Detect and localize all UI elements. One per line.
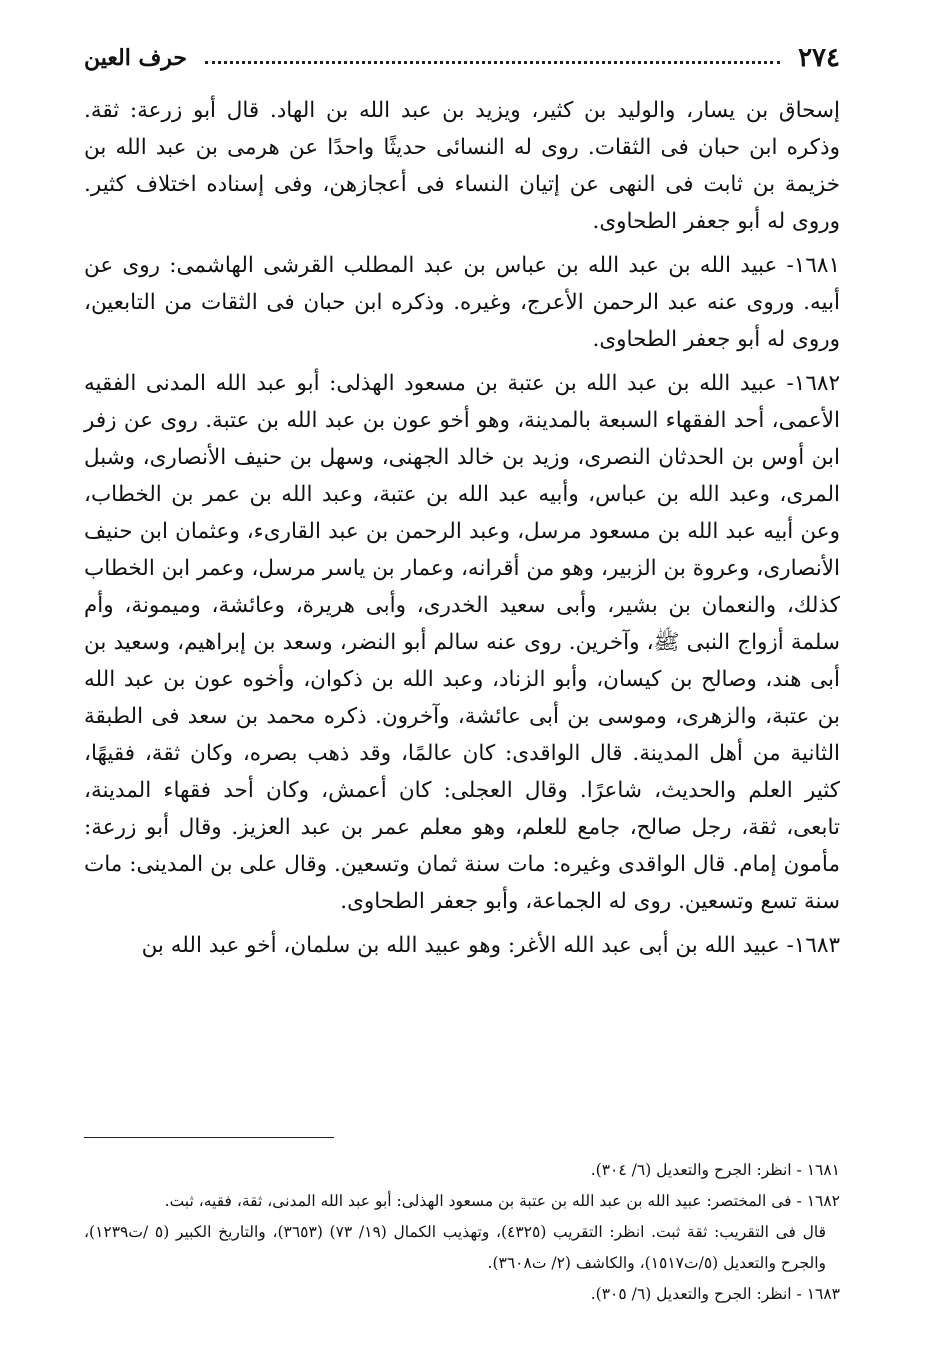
page-number: ٢٧٤ [798, 43, 840, 73]
header-dotted-leader [205, 61, 780, 64]
entry-1683: ١٦٨٣- عبيد الله بن أبى عبد الله الأغر: وهو عبيد الله بن سلمان، أخو عبد الله بن [141, 933, 840, 958]
footnote-1683: ١٦٨٣ - انظر: الجرح والتعديل (٦/ ٣٠٥). [590, 1285, 840, 1303]
entry-1682: ١٦٨٢- عبيد الله بن عبد الله بن عتبة بن مسعود الهذلى: أبو عبد الله المدنى الفقيه الأعمى، أحد الفقهاء السبعة بالمدينة، وهو أخو عون بن عبد الله بن عتبة. روى عن زفر ابن أوس بن الحدثان النصرى، وزيد بن خالد الجهنى، وسهل بن حنيف الأنصارى، وشبل المرى، وعبد الله بن عباس، وأبيه عبد الله بن عتبة، وعبد الله بن عمر بن الخطاب، وعن أبيه عبد الله بن مسعود مرسل، وعبد الرحمن بن عبد القارىء، وعثمان ابن حنيف الأنصارى، وعروة بن الزبير، وهو من أقرانه، وعمار بن ياسر مرسل، وعمر ابن الخطاب كذلك، والنعمان بن بشير، وأبى سعيد الخدرى، وأبى هريرة، وعائشة، وميمونة، وأم سلمة أزواج النبى ﷺ، وآخرين. روى عنه سالم أبو النضر، وسعد بن إبراهيم، وسعيد بن أبى هند، وصالح بن كيسان، وأبو الزناد، وعبد الله بن ذكوان، وأخوه عون بن عبد الله بن عتبة، والزهرى، وموسى بن أبى عائشة، وآخرون. ذكره محمد بن سعد فى الطبقة الثانية من أهل المدينة. قال الواقدى: كان عالمًا، وقد ذهب بصره، وكان ثقة، فقيهًا، كثير العلم والحديث، شاعرًا. وقال العجلى: كان أعمش، وكان أحد فقهاء المدينة، تابعى، ثقة، رجل صالح، جامع للعلم، وهو معلم عمر بن عبد العزيز. وقال أبو زرعة: مأمون إمام. قال الواقدى وغيره: مات سنة ثمان وتسعين. وقال على بن المدينى: مات سنة تسع وتسعين. روى له الجماعة، وأبو جعفر الطحاوى. [84, 371, 840, 914]
entry-1681: ١٦٨١- عبيد الله بن عبد الله بن عباس بن عبد المطلب القرشى الهاشمى: روى عن أبيه. وروى عنه عبد الرحمن الأعرج، وغيره. وذكره ابن حبان فى الثقات من التابعين، وروى له أبو جعفر الطحاوى. [84, 253, 840, 352]
paragraph-continuation: إسحاق بن يسار، والوليد بن كثير، ويزيد بن عبد الله بن الهاد. قال أبو زرعة: ثقة. وذكره ابن حبان فى الثقات. روى له النسائى حديثًا واحدًا عن هرمى بن عبد الله بن خزيمة بن ثابت فى النهى عن إتيان النساء فى أعجازهن، وفى إسناده اختلاف كثير. وروى له أبو جعفر الطحاوى. [84, 98, 840, 234]
footnotes [84, 1155, 840, 1310]
main-text [84, 92, 840, 971]
book-page [84, 40, 840, 1330]
footnote-1682-continued: قال فى التقريب: ثقة ثبت. انظر: التقريب (٤٣٢٥)، وتهذيب الكمال (١٩/ ٧٣) (٣٦٥٣)، والتاريخ الكبير (٥ /ت١٢٣٩)، والجرح والتعديل (٥/ت١٥١٧)، والكاشف (٢/ ت٣٦٠٨). [84, 1223, 826, 1272]
footnote-divider [84, 1137, 334, 1138]
chapter-title: حرف العين [84, 45, 188, 71]
page-header [84, 40, 840, 76]
footnote-1682: ١٦٨٢ - فى المختصر: عبيد الله بن عبد الله بن عتبة بن مسعود الهذلى: أبو عبد الله المدنى، ثقة، فقيه، ثبت. [164, 1192, 840, 1210]
footnote-1681: ١٦٨١ - انظر: الجرح والتعديل (٦/ ٣٠٤). [590, 1161, 840, 1179]
